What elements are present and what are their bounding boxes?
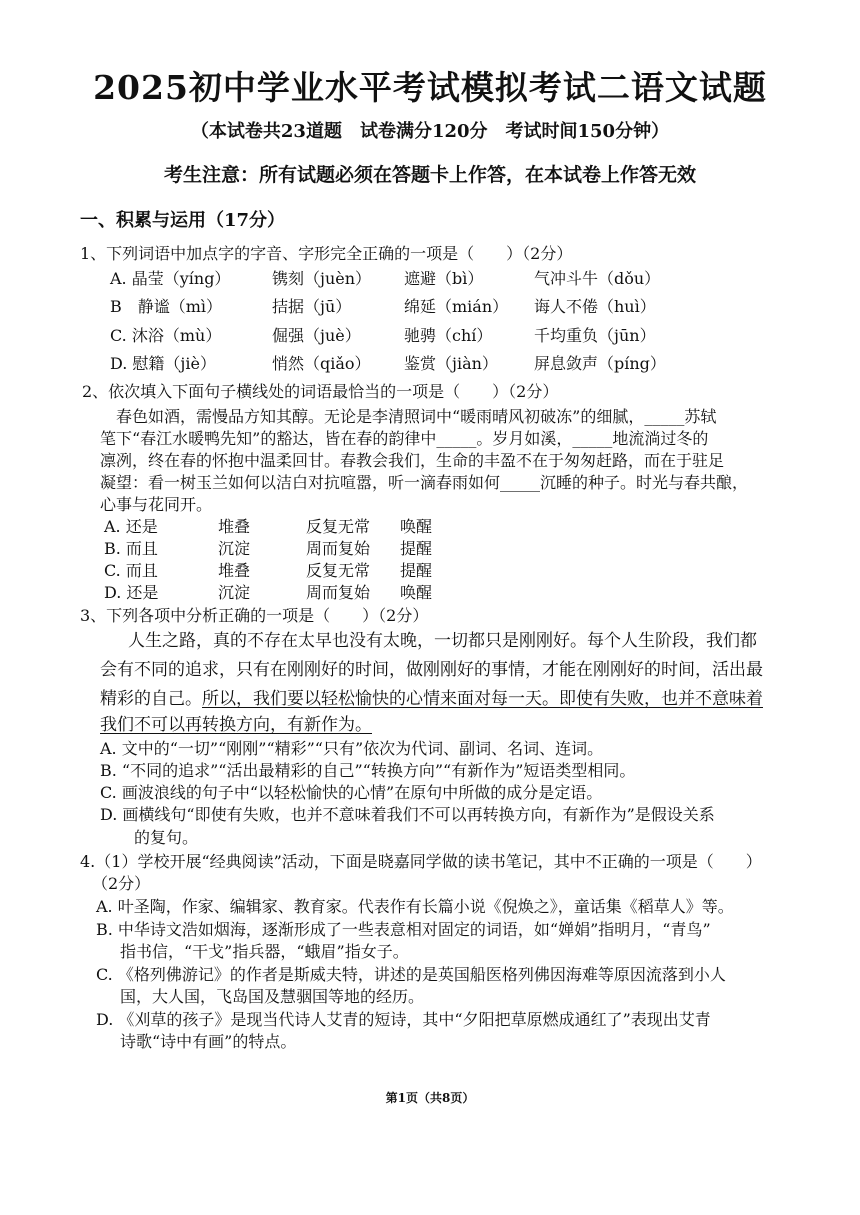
exam-notice: 考生注意：所有试题必须在答题卡上作答，在本试卷上作答无效 (163, 164, 696, 186)
q1-d-4: 屏息敛声（píng） (534, 354, 666, 373)
page-number: 第1页（共8页） (385, 1091, 475, 1105)
q1-a-1: A. 晶莹（yíng） (110, 269, 231, 288)
q3-option-c: C. 画波浪线的句子中“以轻松愉快的心情”在原句中所做的成分是定语。 (100, 783, 603, 802)
q2-passage-line: 心事与花同开。 (100, 495, 213, 514)
q2-b-4: 提醒 (400, 539, 433, 558)
q2-c-1: C. 而且 (104, 561, 158, 580)
q3-option-b: B. “不同的追求”“活出最精彩的自己”“转换方向”“有新作为”短语类型相同。 (100, 761, 636, 780)
q1-a-2: 镌刻（juèn） (272, 269, 372, 288)
q2-c-2: 堆叠 (218, 561, 251, 580)
q4-option-d: D. 《刈草的孩子》是现当代诗人艾青的短诗，其中“夕阳把草原燃成通红了”表现出艾青 (96, 1010, 711, 1029)
q1-c-3: 驰骋（chí） (404, 326, 493, 345)
q2-b-3: 周而复始 (306, 539, 371, 558)
q2-c-3: 反复无常 (306, 561, 371, 580)
q4-stem: 4.（1）学校开展“经典阅读”活动，下面是晓嘉同学做的读书笔记，其中不正确的一项是（ ） (80, 852, 762, 871)
q2-passage-line: 春色如酒，需慢品方知其醇。无论是李清照词中“暖雨晴风初破冻”的细腻，_____苏轼 (116, 407, 717, 426)
q1-c-1: C. 沐浴（mù） (110, 326, 222, 345)
q1-b-1: B 静谧（mì） (110, 297, 223, 316)
q1-a-4: 气冲斗牛（dǒu） (534, 269, 661, 288)
q2-passage-line: 凝望：看一树玉兰如何以洁白对抗喧嚣，听一滴春雨如何_____沉睡的种子。时光与春共酿， (100, 473, 749, 492)
q4-score: （2分） (92, 874, 151, 893)
q4-option-c-cont: 国，大人国，飞岛国及慧骃国等地的经历。 (120, 987, 425, 1006)
q1-c-2: 倔强（juè） (272, 326, 361, 345)
q4-option-d-cont: 诗歌“诗中有画”的特点。 (120, 1032, 297, 1051)
q3-passage-line (100, 688, 763, 710)
exam-title: 2025初中学业水平考试模拟考试二语文试题 (93, 68, 767, 107)
section-heading: 一、积累与运用（17分） (80, 210, 286, 231)
q3-stem: 3、下列各项中分析正确的一项是（ ）（2分） (80, 606, 429, 625)
q3-passage-line: 会有不同的追求，只有在刚刚好的时间，做刚刚好的事情，才能在刚刚好的时间，活出最 (100, 660, 763, 680)
q2-passage-line: 笔下“春江水暖鸭先知”的豁达，皆在春的韵律中_____。岁月如溪，_____地流淌过冬的 (100, 429, 709, 448)
q3-underlined-sentence-cont: 我们不可以再转换方向，有新作为。 (100, 715, 372, 735)
q4-option-b: B. 中华诗文浩如烟海，逐渐形成了一些表意相对固定的词语，如“婵娟”指明月，“青鸟” (96, 920, 711, 939)
q2-a-2: 堆叠 (218, 517, 251, 536)
q4-option-b-cont: 指书信，“干戈”指兵器，“蛾眉”指女子。 (120, 942, 409, 961)
q2-d-3: 周而复始 (306, 583, 371, 602)
q2-a-3: 反复无常 (306, 517, 371, 536)
q1-b-3: 绵延（mián） (404, 297, 509, 316)
q1-d-2: 悄然（qiǎo） (272, 354, 371, 373)
q1-c-4: 千均重负（jūn） (534, 326, 656, 345)
q2-a-4: 唤醒 (400, 517, 433, 536)
q1-b-2: 拮据（jū） (272, 297, 352, 316)
q2-d-1: D. 还是 (104, 583, 159, 602)
exam-subtitle: （本试卷共23道题 试卷满分120分 考试时间150分钟） (190, 121, 670, 142)
q3-option-a: A. 文中的“一切”“刚刚”“精彩”“只有”依次为代词、副词、名词、连词。 (100, 739, 604, 758)
q2-a-1: A. 还是 (104, 517, 158, 536)
q2-d-2: 沉淀 (218, 583, 251, 602)
q3-underlined-sentence: 所以，我们要以轻松愉快的心情来面对每一天。即使有失败，也并不意味着 (202, 689, 763, 709)
q2-passage-line: 凛冽，终在春的怀抱中温柔回甘。春教会我们，生命的丰盈不在于匆匆赶路，而在于驻足 (100, 451, 725, 470)
q2-b-1: B. 而且 (104, 539, 158, 558)
q2-stem: 2、依次填入下面句子横线处的词语最恰当的一项是（ ）（2分） (82, 382, 559, 401)
q1-stem: 1、下列词语中加点字的字音、字形完全正确的一项是（ ）（2分） (80, 244, 573, 263)
q4-option-a: A. 叶圣陶，作家、编辑家、教育家。代表作有长篇小说《倪焕之》，童话集《稻草人》等。 (96, 897, 734, 916)
q1-d-1: D. 慰籍（jiè） (110, 354, 216, 373)
q2-d-4: 唤醒 (400, 583, 433, 602)
q2-c-4: 提醒 (400, 561, 433, 580)
q1-d-3: 鉴赏（jiàn） (404, 354, 498, 373)
q1-a-3: 遮避（bì） (404, 269, 484, 288)
q2-b-2: 沉淀 (218, 539, 251, 558)
q3-option-d: D. 画横线句“即使有失败，也并不意味着我们不可以再转换方向，有新作为”是假设关系 (100, 805, 715, 824)
q3-passage-plain: 精彩的自己。 (100, 689, 202, 709)
q3-passage-line: 人生之路，真的不存在太早也没有太晚，一切都只是刚刚好。每个人生阶段，我们都 (128, 631, 757, 651)
q3-option-d-cont: 的复句。 (134, 828, 199, 847)
q4-option-c: C. 《格列佛游记》的作者是斯威夫特，讲述的是英国船医格列佛因海难等原因流落到小人 (96, 965, 726, 984)
q1-b-4: 诲人不倦（huì） (534, 297, 656, 316)
